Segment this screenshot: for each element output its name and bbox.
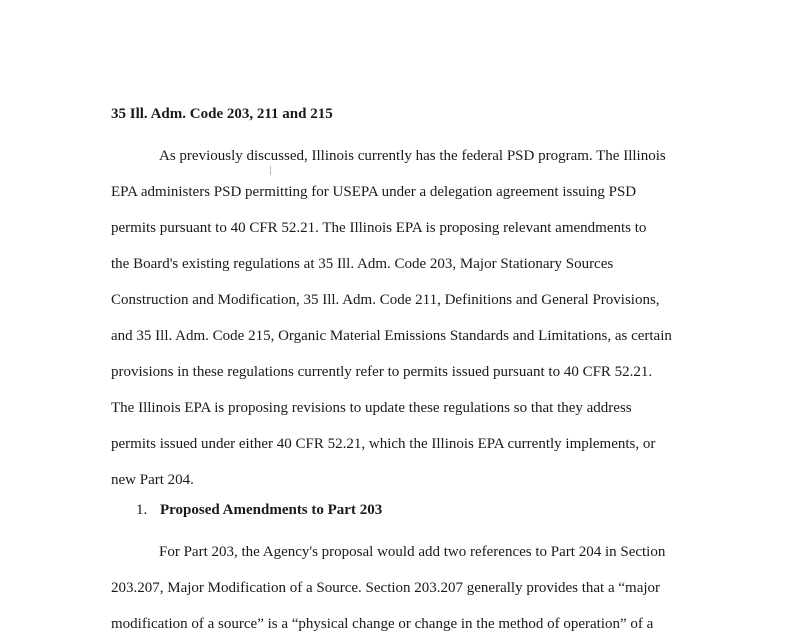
paragraph-line: For Part 203, the Agency's proposal would add two references to Part 204 in Section <box>159 544 666 560</box>
paragraph-line: and 35 Ill. Adm. Code 215, Organic Material Emissions Standards and Limitations, as certain <box>111 328 672 344</box>
paragraph-line: new Part 204. <box>111 472 194 488</box>
subsection-title: Proposed Amendments to Part 203 <box>160 502 383 518</box>
subsection-heading <box>136 499 382 521</box>
paragraph-line: modification of a source” is a “physical change or change in the method of operation” of a <box>111 616 654 632</box>
paragraph-line: 203.207, Major Modification of a Source. Section 203.207 generally provides that a “major <box>111 580 661 596</box>
subsection-paragraph <box>111 534 711 642</box>
section-paragraph <box>111 138 711 498</box>
paragraph-line: The Illinois EPA is proposing revisions to update these regulations so that they address <box>111 400 632 416</box>
subsection-number: 1. <box>136 502 148 518</box>
section-heading: 35 Ill. Adm. Code 203, 211 and 215 <box>111 106 333 122</box>
paragraph-line: As previously discussed, Illinois currently has the federal PSD program. The Illinois <box>159 148 666 164</box>
paragraph-line: permits issued under either 40 CFR 52.21, which the Illinois EPA currently implements, or <box>111 436 656 452</box>
paragraph-line: the Board's existing regulations at 35 Ill. Adm. Code 203, Major Stationary Sources <box>111 256 614 272</box>
paragraph-line: Construction and Modification, 35 Ill. Adm. Code 211, Definitions and General Provisions, <box>111 292 660 308</box>
paragraph-line: provisions in these regulations currently refer to permits issued pursuant to 40 CFR 52.21. <box>111 364 653 380</box>
paragraph-line: EPA administers PSD permitting for USEPA under a delegation agreement issuing PSD <box>111 184 637 200</box>
paragraph-line: permits pursuant to 40 CFR 52.21. The Illinois EPA is proposing relevant amendments to <box>111 220 647 236</box>
